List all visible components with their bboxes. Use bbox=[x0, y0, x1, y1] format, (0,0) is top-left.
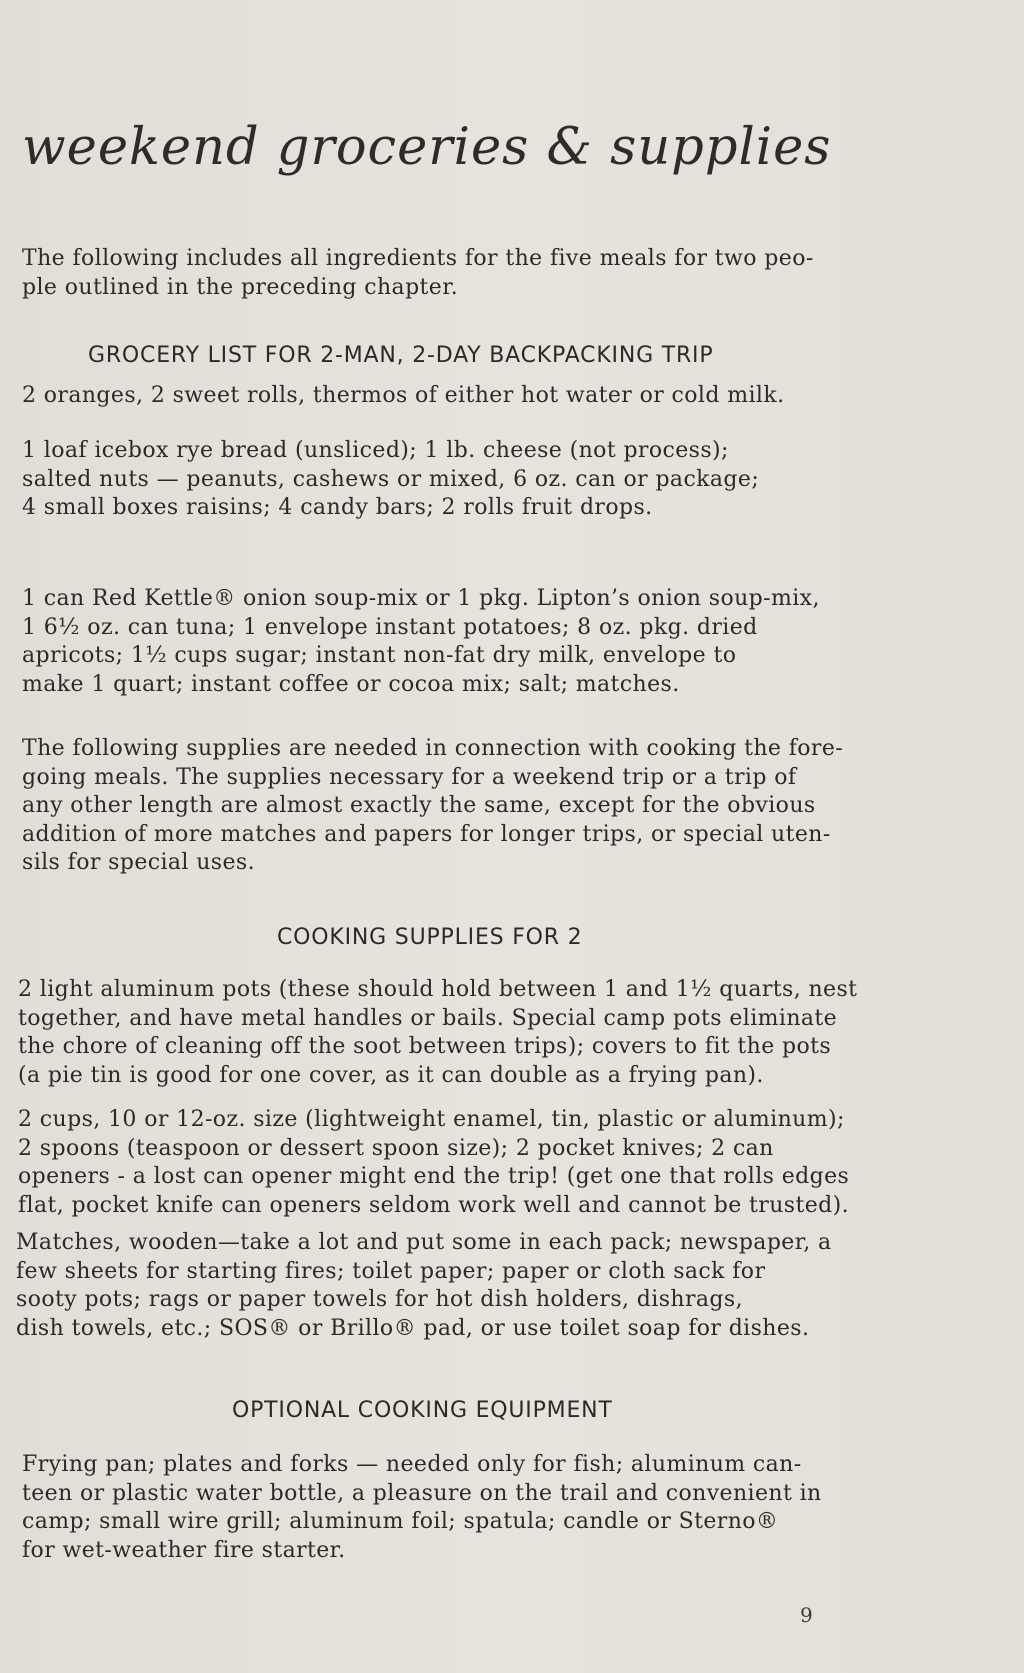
text-line: few sheets for starting fires; toilet paper; paper or cloth sack for bbox=[16, 1258, 766, 1284]
text-line: apricots; 1½ cups sugar; instant non-fat dry milk, envelope to bbox=[22, 643, 737, 668]
text-line: together, and have metal handles or bails. Special camp pots eliminate bbox=[18, 1005, 838, 1031]
cooking-paragraph-utensils bbox=[18, 1106, 918, 1220]
page-title: weekend groceries & supplies bbox=[22, 118, 832, 177]
text-line: 2 cups, 10 or 12-oz. size (lightweight enamel, tin, plastic or aluminum); bbox=[18, 1107, 845, 1132]
text-line: (a pie tin is good for one cover, as it can double as a frying pan). bbox=[18, 1062, 764, 1088]
text-line: the chore of cleaning off the soot between trips); covers to fit the pots bbox=[18, 1034, 832, 1059]
text-line: teen or plastic water bottle, a pleasure on the trail and convenient in bbox=[22, 1480, 822, 1506]
intro-paragraph bbox=[22, 245, 922, 302]
grocery-list-heading: GROCERY LIST FOR 2-MAN, 2-DAY BACKPACKING TRIP bbox=[88, 343, 714, 368]
text-line: dish towels, etc.; SOS® or Brillo® pad, or use toilet soap for dishes. bbox=[16, 1315, 810, 1341]
grocery-paragraph-dinner bbox=[22, 585, 922, 699]
text-line: openers - a lost can opener might end the trip! (get one that rolls edges bbox=[18, 1164, 850, 1189]
text-line: ple outlined in the preceding chapter. bbox=[22, 274, 459, 300]
text-line: addition of more matches and papers for longer trips, or special uten- bbox=[22, 821, 831, 847]
text-line: sooty pots; rags or paper towels for hot dish holders, dishrags, bbox=[16, 1287, 743, 1312]
text-line: camp; small wire grill; aluminum foil; spatula; candle or Sterno® bbox=[22, 1509, 779, 1534]
text-line: The following supplies are needed in connection with cooking the fore- bbox=[22, 736, 844, 761]
optional-equipment-heading: OPTIONAL COOKING EQUIPMENT bbox=[232, 1398, 613, 1423]
text-line: 1 6½ oz. can tuna; 1 envelope instant potatoes; 8 oz. pkg. dried bbox=[22, 614, 758, 640]
text-line: going meals. The supplies necessary for a weekend trip or a trip of bbox=[22, 764, 797, 790]
text-line: 2 light aluminum pots (these should hold between 1 and 1½ quarts, nest bbox=[18, 977, 858, 1002]
grocery-paragraph-lunch bbox=[22, 437, 922, 523]
text-line: 1 loaf icebox rye bread (unsliced); 1 lb. cheese (not process); bbox=[22, 438, 729, 463]
grocery-paragraph-breakfast bbox=[22, 382, 922, 411]
text-line: for wet-weather fire starter. bbox=[22, 1537, 346, 1563]
text-line: 4 small boxes raisins; 4 candy bars; 2 rolls fruit drops. bbox=[22, 495, 653, 520]
cooking-supplies-heading: COOKING SUPPLIES FOR 2 bbox=[277, 925, 583, 950]
text-line: salted nuts — peanuts, cashews or mixed, 6 oz. can or package; bbox=[22, 466, 760, 492]
text-line: 2 spoons (teaspoon or dessert spoon size); 2 pocket knives; 2 can bbox=[18, 1135, 774, 1161]
text-line: Matches, wooden—take a lot and put some in each pack; newspaper, a bbox=[16, 1230, 832, 1255]
text-line: flat, pocket knife can openers seldom work well and cannot be trusted). bbox=[18, 1192, 849, 1218]
text-line: make 1 quart; instant coffee or cocoa mix; salt; matches. bbox=[22, 671, 680, 697]
page-number: 9 bbox=[800, 1603, 813, 1627]
text-line: any other length are almost exactly the same, except for the obvious bbox=[22, 793, 816, 818]
cooking-paragraph-pots bbox=[18, 976, 918, 1090]
text-line: sils for special uses. bbox=[22, 850, 256, 875]
cooking-paragraph-matches bbox=[16, 1229, 916, 1343]
optional-equipment-paragraph bbox=[22, 1451, 922, 1565]
text-line: 2 oranges, 2 sweet rolls, thermos of either hot water or cold milk. bbox=[22, 383, 785, 408]
text-line: The following includes all ingredients for the five meals for two peo- bbox=[22, 246, 814, 271]
supplies-intro-paragraph bbox=[22, 735, 922, 878]
text-line: Frying pan; plates and forks — needed only for fish; aluminum can- bbox=[22, 1452, 802, 1477]
text-line: 1 can Red Kettle® onion soup-mix or 1 pkg. Lipton’s onion soup-mix, bbox=[22, 586, 820, 611]
